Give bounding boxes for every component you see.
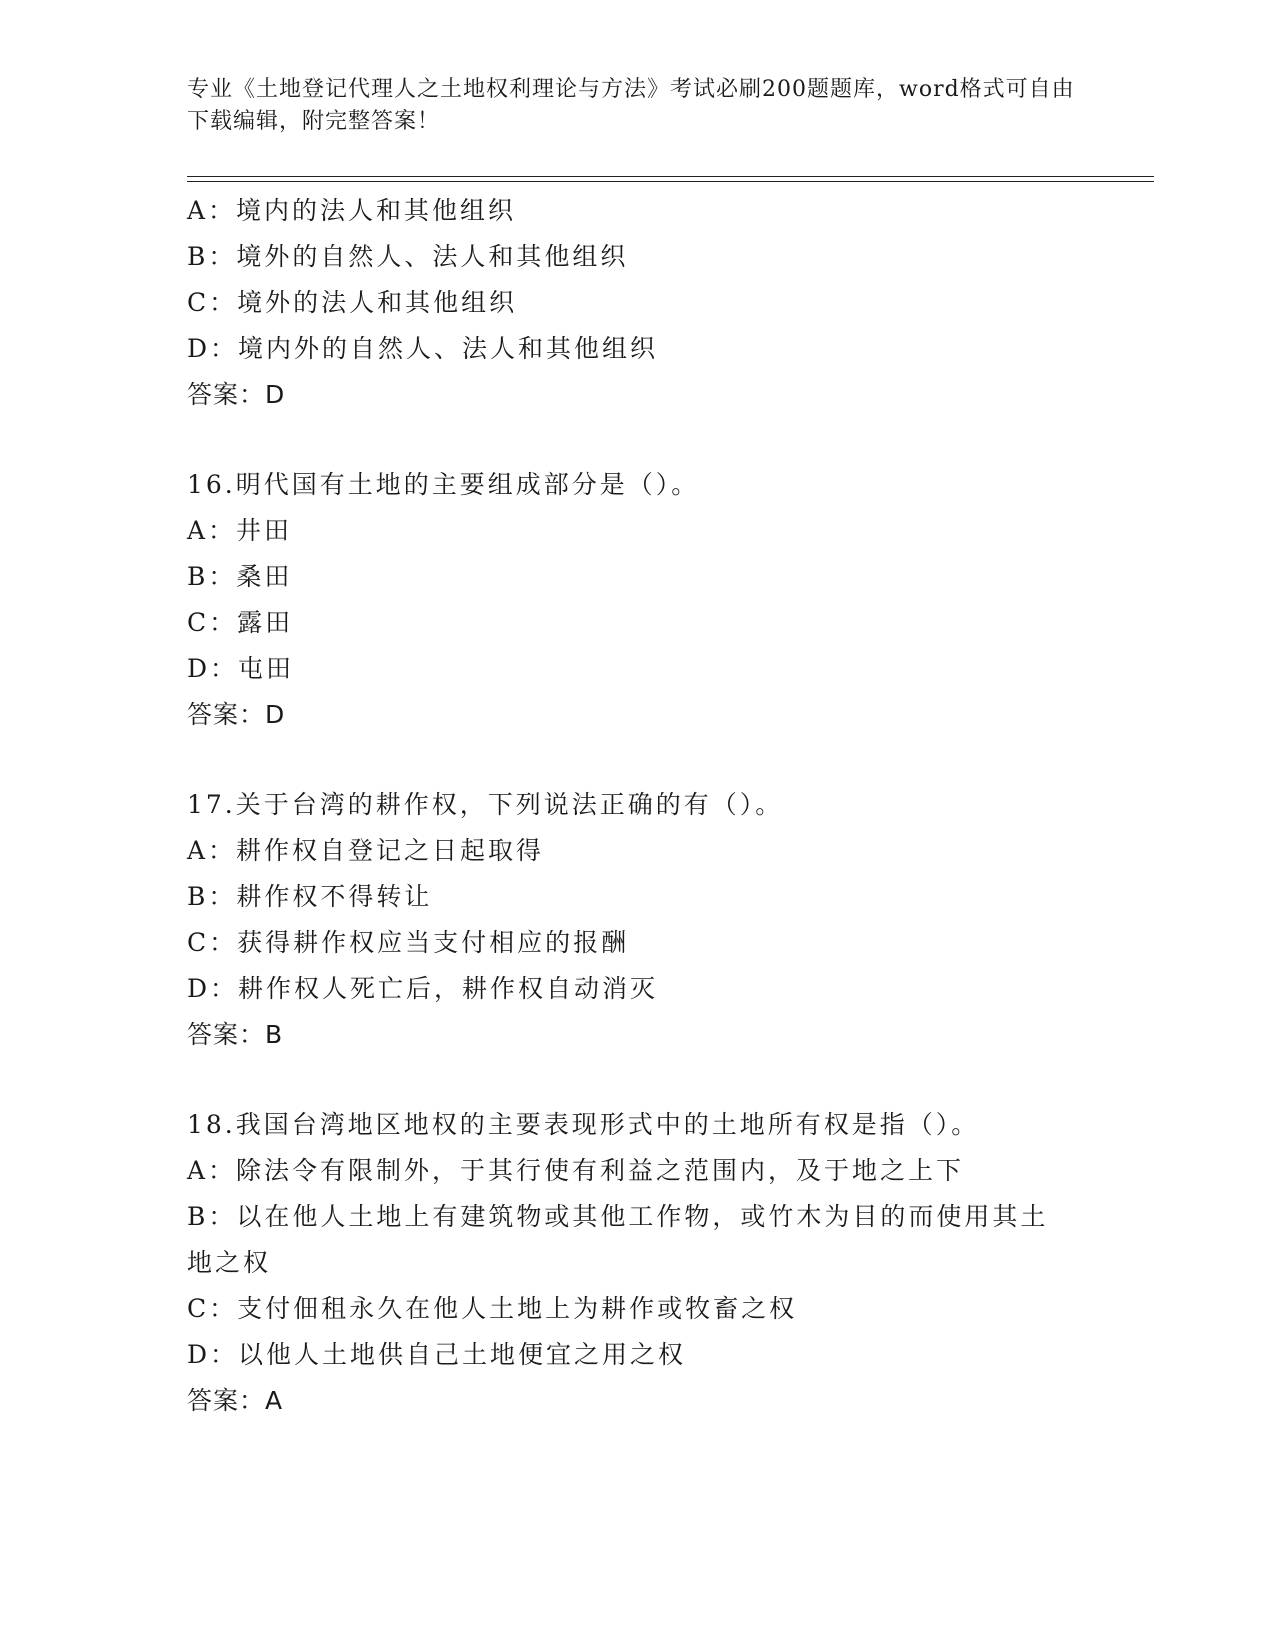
answer-line: 答案：B <box>187 1020 284 1049</box>
header-divider-top <box>187 176 1154 177</box>
option-c: C：境外的法人和其他组织 <box>187 288 518 317</box>
option-d: D：以他人土地供自己土地便宜之用之权 <box>187 1340 687 1369</box>
option-b: B：桑田 <box>187 562 293 591</box>
option-d: D：境内外的自然人、法人和其他组织 <box>187 334 659 363</box>
question-15 <box>187 188 1087 418</box>
option-a: A：境内的法人和其他组织 <box>187 196 517 225</box>
answer-line: 答案：D <box>187 380 286 409</box>
option-b: B：耕作权不得转让 <box>187 882 433 911</box>
question-spacer <box>187 738 1087 782</box>
option-c: C：露田 <box>187 608 294 637</box>
option-c: C：获得耕作权应当支付相应的报酬 <box>187 928 630 957</box>
answer-line: 答案：A <box>187 1386 284 1415</box>
option-a: A：除法令有限制外，于其行使有利益之范围内，及于地之上下 <box>187 1156 965 1185</box>
option-c: C：支付佃租永久在他人土地上为耕作或牧畜之权 <box>187 1294 798 1323</box>
question-18 <box>187 1102 1087 1424</box>
option-a: A：耕作权自登记之日起取得 <box>187 836 545 865</box>
question-17 <box>187 782 1087 1058</box>
question-list <box>187 188 1087 1424</box>
document-header: 专业《土地登记代理人之土地权利理论与方法》考试必刷200题题库，word格式可自由下载编辑，附完整答案！ <box>187 77 1075 134</box>
option-d: D：耕作权人死亡后，耕作权自动消灭 <box>187 974 659 1003</box>
question-stem: 17.关于台湾的耕作权，下列说法正确的有（）。 <box>187 790 784 819</box>
question-spacer <box>187 418 1087 462</box>
answer-line: 答案：D <box>187 700 286 729</box>
question-spacer <box>187 1058 1087 1102</box>
option-b: B：以在他人土地上有建筑物或其他工作物，或竹木为目的而使用其土地之权 <box>187 1202 1049 1277</box>
option-b: B：境外的自然人、法人和其他组织 <box>187 242 629 271</box>
question-16 <box>187 462 1087 738</box>
option-a: A：井田 <box>187 516 293 545</box>
question-stem: 16.明代国有土地的主要组成部分是（）。 <box>187 470 700 499</box>
question-stem: 18.我国台湾地区地权的主要表现形式中的土地所有权是指（）。 <box>187 1110 980 1139</box>
option-d: D：屯田 <box>187 654 295 683</box>
header-divider-bottom <box>187 181 1154 182</box>
